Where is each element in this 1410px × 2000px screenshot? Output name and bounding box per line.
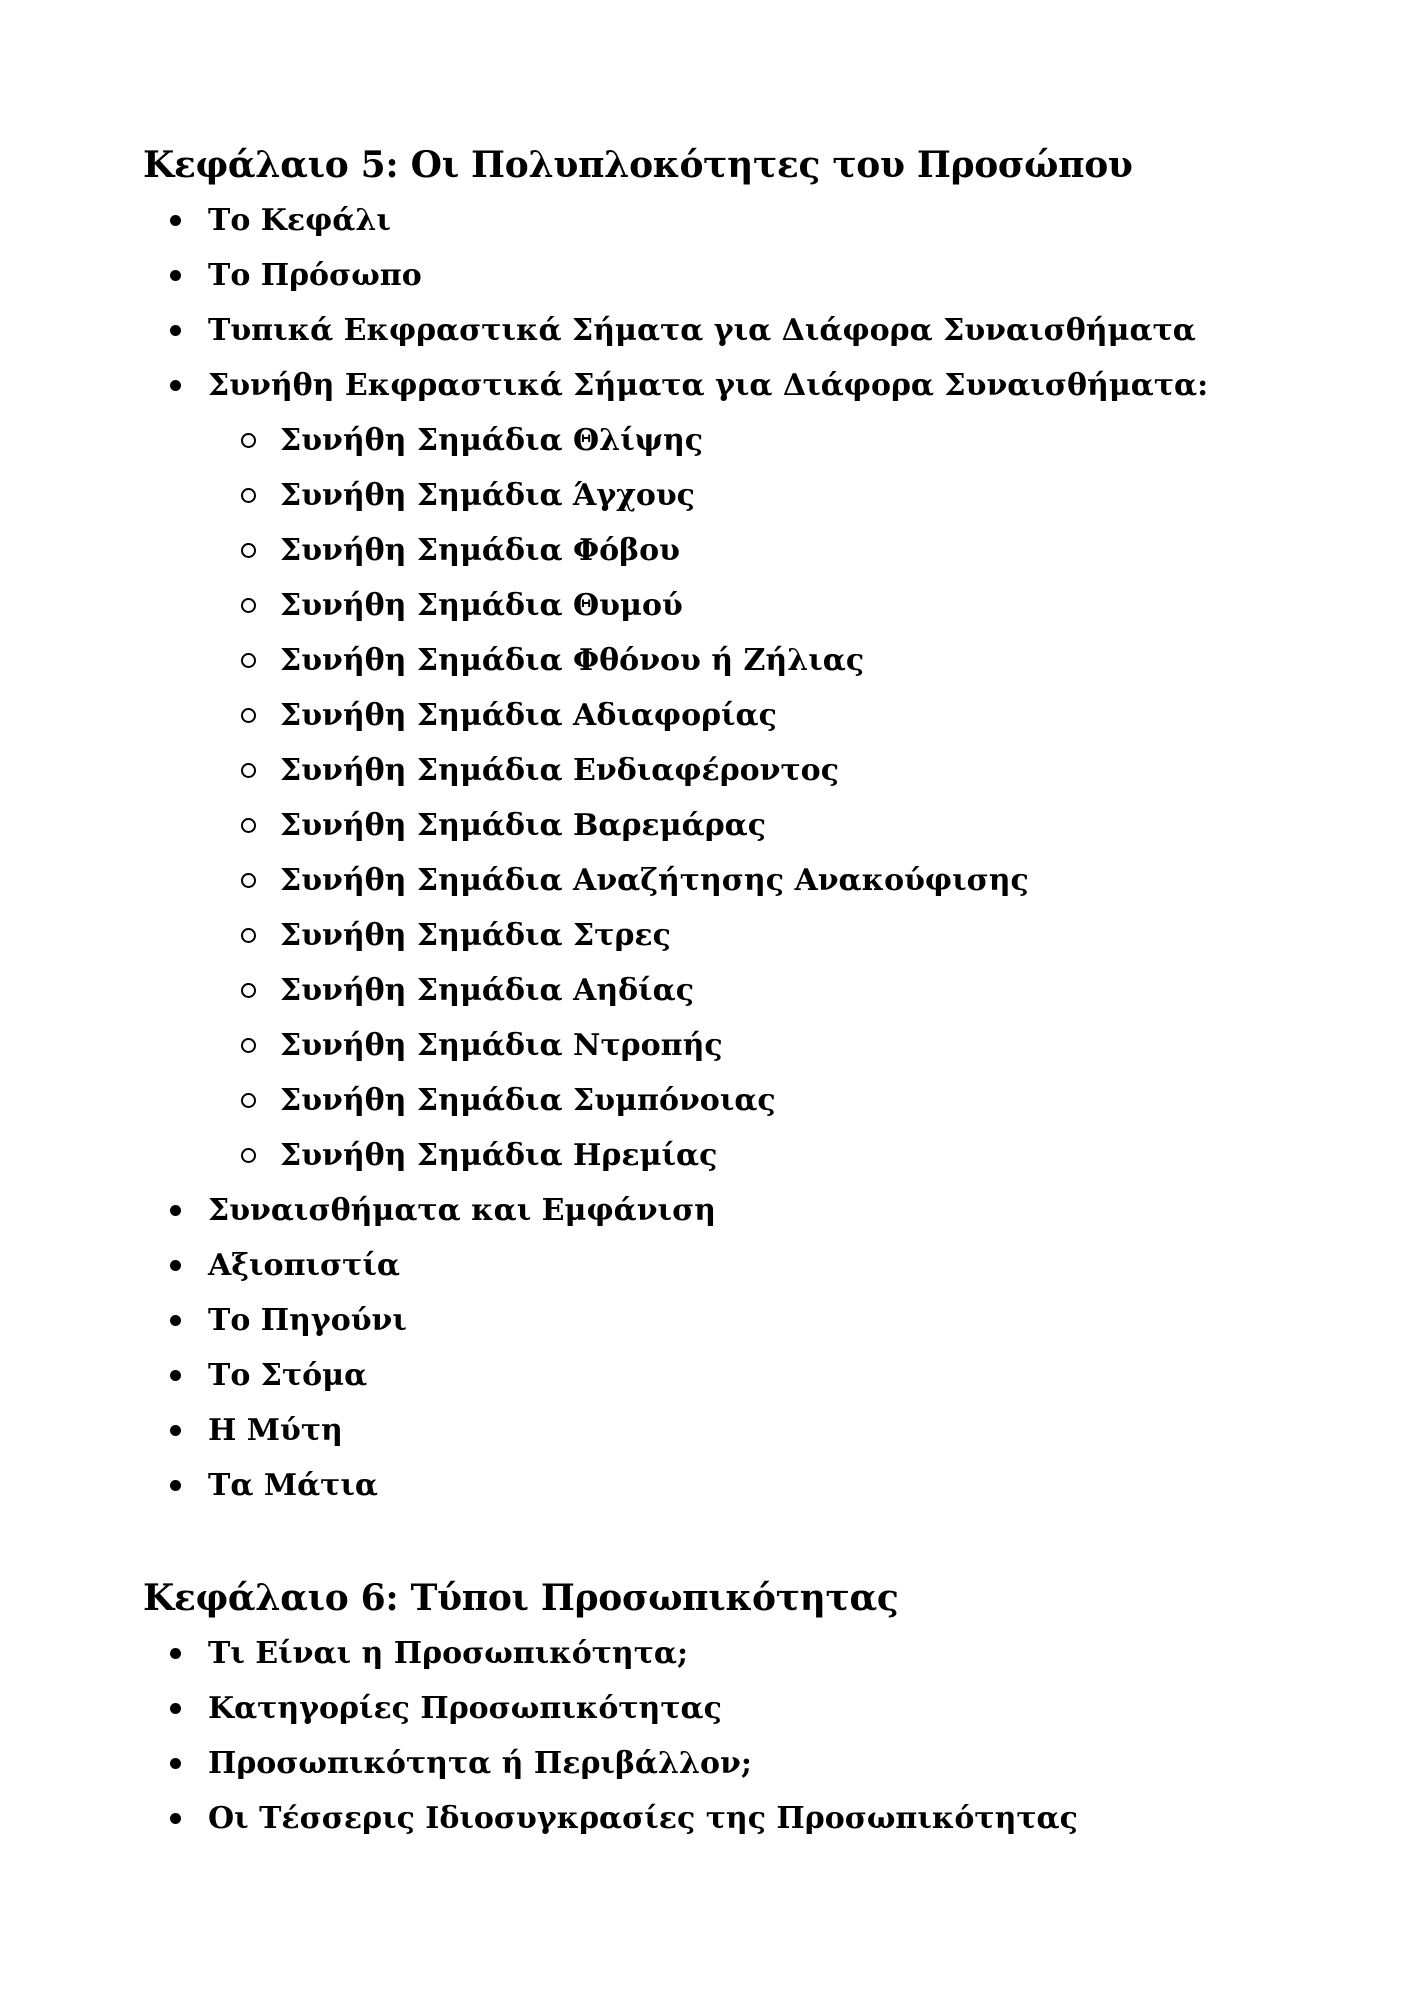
list-item — [0, 248, 1410, 303]
bullet-circle-icon — [241, 488, 256, 503]
list-item-row — [0, 1403, 1410, 1458]
list-item-label: Τα Μάτια — [208, 1468, 378, 1503]
list-item-label: Το Πρόσωπο — [208, 258, 422, 293]
sub-list-item-label: Συνήθη Σημάδια Φόβου — [280, 533, 680, 568]
list-item-row — [0, 1791, 1410, 1846]
bullet-dot-icon — [170, 1648, 181, 1659]
sub-list-item — [0, 1128, 1410, 1183]
list-item — [0, 1238, 1410, 1293]
list-item-label: Οι Τέσσερις Ιδιοσυγκρασίες της Προσωπικότητας — [208, 1801, 1078, 1836]
sub-list-item — [0, 743, 1410, 798]
sub-list-item — [0, 688, 1410, 743]
list-item-row — [0, 1348, 1410, 1403]
list-item-label: Τι Είναι η Προσωπικότητα; — [208, 1636, 689, 1671]
sub-list-item-label: Συνήθη Σημάδια Συμπόνοιας — [280, 1083, 776, 1118]
sub-list-item — [0, 633, 1410, 688]
list-item-row — [0, 358, 1410, 413]
bullet-dot-icon — [170, 1813, 181, 1824]
sub-list-item-label: Συνήθη Σημάδια Φθόνου ή Ζήλιας — [280, 643, 865, 678]
list-item-label: Συναισθήματα και Εμφάνιση — [208, 1193, 716, 1228]
sub-list-item — [0, 1073, 1410, 1128]
bullet-dot-icon — [170, 1370, 181, 1381]
list-item-row — [0, 1736, 1410, 1791]
list-item — [0, 1183, 1410, 1238]
bullet-circle-icon — [241, 708, 256, 723]
list-item-label: Το Στόμα — [208, 1358, 368, 1393]
list-item-label: Προσωπικότητα ή Περιβάλλον; — [208, 1746, 752, 1781]
list-item-label: Το Πηγούνι — [208, 1303, 407, 1338]
bullet-circle-icon — [241, 1038, 256, 1053]
bullet-dot-icon — [170, 215, 181, 226]
sub-list-item — [0, 798, 1410, 853]
bullet-circle-icon — [241, 873, 256, 888]
bullet-circle-icon — [241, 653, 256, 668]
list-item — [0, 1681, 1410, 1736]
sub-list-item — [0, 413, 1410, 468]
list-item-row — [0, 1458, 1410, 1513]
list-item-row — [0, 193, 1410, 248]
sub-list-item-label: Συνήθη Σημάδια Ντροπής — [280, 1028, 723, 1063]
list-item — [0, 1403, 1410, 1458]
bullet-circle-icon — [241, 1148, 256, 1163]
sub-list-item — [0, 908, 1410, 963]
sub-list-item-label: Συνήθη Σημάδια Θυμού — [280, 588, 683, 623]
list-item-row — [0, 1183, 1410, 1238]
list-item-label: Αξιοπιστία — [208, 1248, 400, 1283]
sub-list-item — [0, 578, 1410, 633]
bullet-dot-icon — [170, 1205, 181, 1216]
bullet-circle-icon — [241, 983, 256, 998]
chapter-6-section — [0, 1571, 1410, 1846]
sub-list-item — [0, 1018, 1410, 1073]
list-item — [0, 303, 1410, 358]
sub-list-item-label: Συνήθη Σημάδια Άγχους — [280, 478, 695, 513]
sub-list-item — [0, 963, 1410, 1018]
sub-list-item-label: Συνήθη Σημάδια Αναζήτησης Ανακούφισης — [280, 863, 1029, 898]
list-item — [0, 1293, 1410, 1348]
list-item-row — [0, 1238, 1410, 1293]
bullet-circle-icon — [241, 763, 256, 778]
chapter-5-section — [0, 138, 1410, 1513]
bullet-dot-icon — [170, 270, 181, 281]
bullet-circle-icon — [241, 543, 256, 558]
bullet-dot-icon — [170, 1758, 181, 1769]
bullet-dot-icon — [170, 1480, 181, 1491]
sub-list-item-label: Συνήθη Σημάδια Αηδίας — [280, 973, 695, 1008]
bullet-dot-icon — [170, 1703, 181, 1714]
list-item-row — [0, 248, 1410, 303]
chapter-6-title: Κεφάλαιο 6: Τύποι Προσωπικότητας — [143, 1577, 899, 1619]
list-item-row — [0, 1626, 1410, 1681]
chapter-5-list — [0, 193, 1410, 1513]
bullet-circle-icon — [241, 1093, 256, 1108]
chapter-5-title: Κεφάλαιο 5: Οι Πολυπλοκότητες του Προσώπου — [143, 144, 1133, 186]
list-item — [0, 1791, 1410, 1846]
bullet-dot-icon — [170, 1315, 181, 1326]
sub-list-item-label: Συνήθη Σημάδια Ηρεμίας — [280, 1138, 718, 1173]
list-item — [0, 1736, 1410, 1791]
list-item-label: Τυπικά Εκφραστικά Σήματα για Διάφορα Συναισθήματα — [208, 313, 1196, 348]
list-item — [0, 193, 1410, 248]
list-item-label: Κατηγορίες Προσωπικότητας — [208, 1691, 722, 1726]
sub-list — [0, 413, 1410, 1183]
sub-list-item — [0, 853, 1410, 908]
sub-list-item-label: Συνήθη Σημάδια Βαρεμάρας — [280, 808, 767, 843]
list-item-label: Η Μύτη — [208, 1413, 343, 1448]
sub-list-item-label: Συνήθη Σημάδια Αδιαφορίας — [280, 698, 777, 733]
bullet-dot-icon — [170, 325, 181, 336]
chapter-6-list — [0, 1626, 1410, 1846]
list-item-label: Το Κεφάλι — [208, 203, 391, 238]
sub-list-item-label: Συνήθη Σημάδια Ενδιαφέροντος — [280, 753, 839, 788]
list-item-row — [0, 303, 1410, 358]
bullet-dot-icon — [170, 1260, 181, 1271]
sub-list-item-label: Συνήθη Σημάδια Στρες — [280, 918, 671, 953]
list-item — [0, 1458, 1410, 1513]
sub-list-item — [0, 523, 1410, 578]
list-item — [0, 1626, 1410, 1681]
bullet-circle-icon — [241, 433, 256, 448]
list-item — [0, 1348, 1410, 1403]
list-item — [0, 358, 1410, 1183]
sub-list-item — [0, 468, 1410, 523]
list-item-label: Συνήθη Εκφραστικά Σήματα για Διάφορα Συναισθήματα: — [208, 368, 1209, 403]
bullet-circle-icon — [241, 818, 256, 833]
bullet-circle-icon — [241, 598, 256, 613]
bullet-circle-icon — [241, 928, 256, 943]
bullet-dot-icon — [170, 380, 181, 391]
sub-list-item-label: Συνήθη Σημάδια Θλίψης — [280, 423, 704, 458]
bullet-dot-icon — [170, 1425, 181, 1436]
list-item-row — [0, 1681, 1410, 1736]
list-item-row — [0, 1293, 1410, 1348]
